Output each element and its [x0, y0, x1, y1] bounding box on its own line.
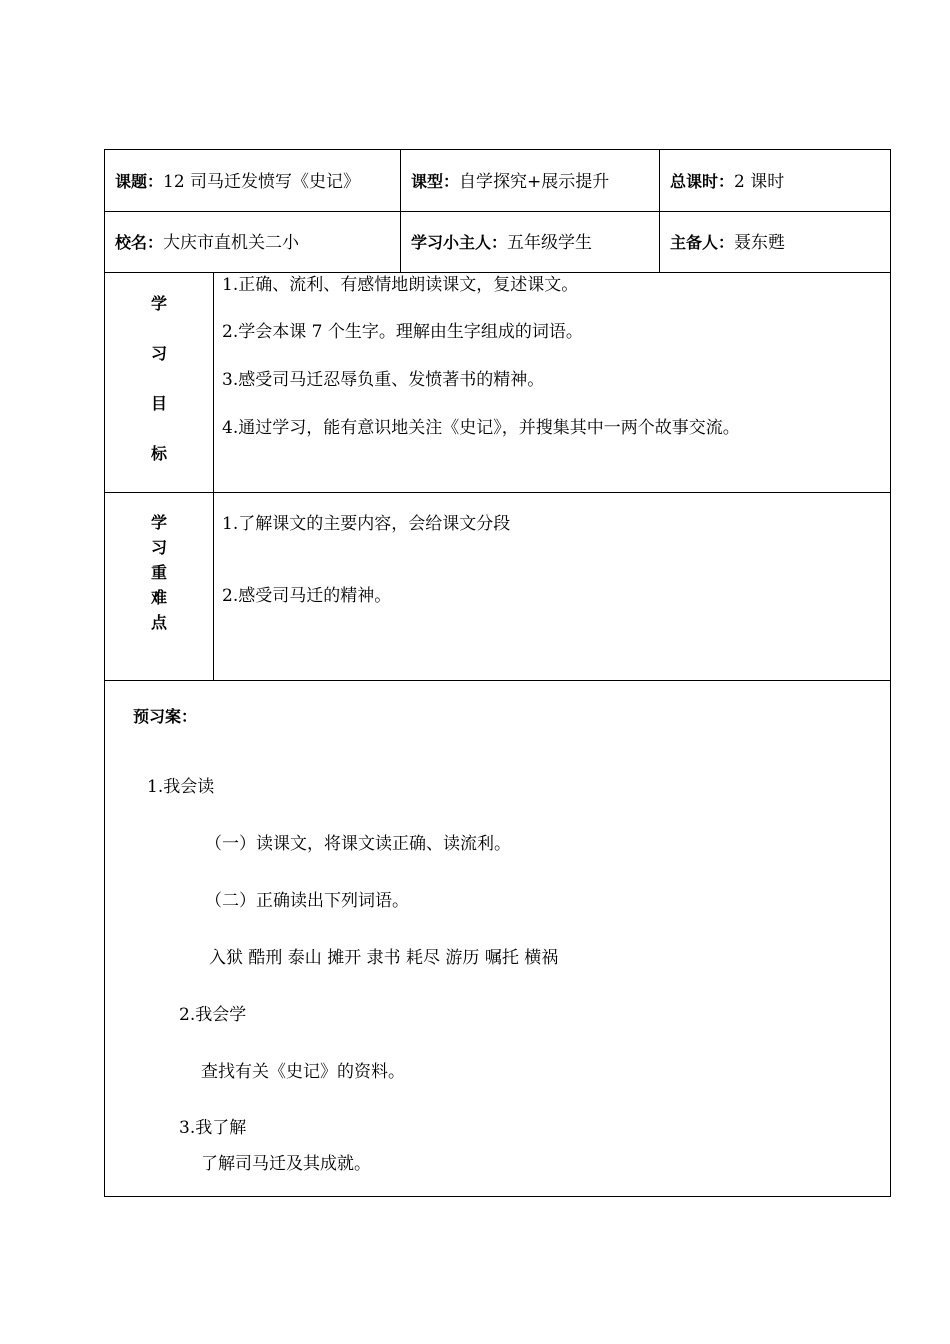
section-1-item-b: （二）正确读出下列词语。	[205, 891, 409, 911]
learner-cell	[411, 232, 592, 254]
section-3-title: 3.我了解	[179, 1118, 247, 1138]
preparer-label: 主备人：	[670, 233, 735, 252]
school-cell	[115, 232, 299, 254]
topic-cell	[115, 171, 360, 193]
goals-label-char: 标	[151, 444, 168, 463]
goal-item: 1.正确、流利、有感情地朗读课文，复述课文。	[222, 275, 579, 295]
topic-value: 12 司马迁发愤写《史记》	[163, 172, 361, 192]
lesson-type-value: 自学探究+展示提升	[459, 172, 610, 192]
preparer-value: 聂东甦	[734, 233, 786, 253]
goals-label-char: 目	[151, 394, 168, 413]
section-1-title: 1.我会读	[147, 777, 215, 797]
column-divider	[400, 150, 401, 272]
topic-label: 课题：	[115, 172, 164, 191]
keypoint-item: 2.感受司马迁的精神。	[222, 586, 392, 606]
total-hours-cell	[670, 171, 784, 193]
goal-item: 2.学会本课 7 个生字。理解由生字组成的词语。	[222, 322, 583, 342]
keypoints-label-char: 习	[151, 538, 168, 557]
lesson-type-label: 课型：	[411, 172, 460, 191]
lesson-type-cell	[411, 171, 609, 193]
learner-value: 五年级学生	[507, 233, 593, 253]
school-value: 大庆市直机关二小	[163, 233, 300, 253]
vocabulary-words: 入狱 酷刑 泰山 摊开 隶书 耗尽 游历 嘱托 横祸	[209, 948, 559, 968]
row-divider	[105, 492, 890, 493]
keypoints-label-char: 重	[151, 563, 168, 582]
row-divider	[105, 211, 890, 212]
learner-label: 学习小主人：	[411, 233, 508, 252]
goal-item: 4.通过学习，能有意识地关注《史记》，并搜集其中一两个故事交流。	[222, 418, 740, 438]
column-divider	[659, 150, 660, 272]
lesson-plan-table	[104, 149, 891, 1197]
section-1-item-a: （一）读课文，将课文读正确、读流利。	[205, 834, 511, 854]
row-divider	[105, 272, 890, 273]
goals-label-char: 学	[151, 294, 168, 313]
keypoints-label-char: 学	[151, 513, 168, 532]
keypoint-item: 1.了解课文的主要内容，会给课文分段	[222, 514, 511, 534]
goal-item: 3.感受司马迁忍辱负重、发愤著书的精神。	[222, 370, 545, 390]
keypoints-label-char: 点	[151, 613, 168, 632]
preparer-cell	[670, 232, 785, 254]
row-divider	[105, 680, 890, 681]
preview-title: 预习案：	[133, 707, 198, 726]
keypoints-label-char: 难	[151, 588, 168, 607]
school-label: 校名：	[115, 233, 164, 252]
total-hours-value: 2 课时	[734, 172, 785, 192]
section-2-title: 2.我会学	[179, 1005, 247, 1025]
section-3-text: 了解司马迁及其成就。	[201, 1154, 371, 1174]
section-2-text: 查找有关《史记》的资料。	[201, 1062, 405, 1082]
total-hours-label: 总课时：	[670, 172, 735, 191]
column-divider	[213, 272, 214, 680]
goals-label-char: 习	[151, 344, 168, 363]
